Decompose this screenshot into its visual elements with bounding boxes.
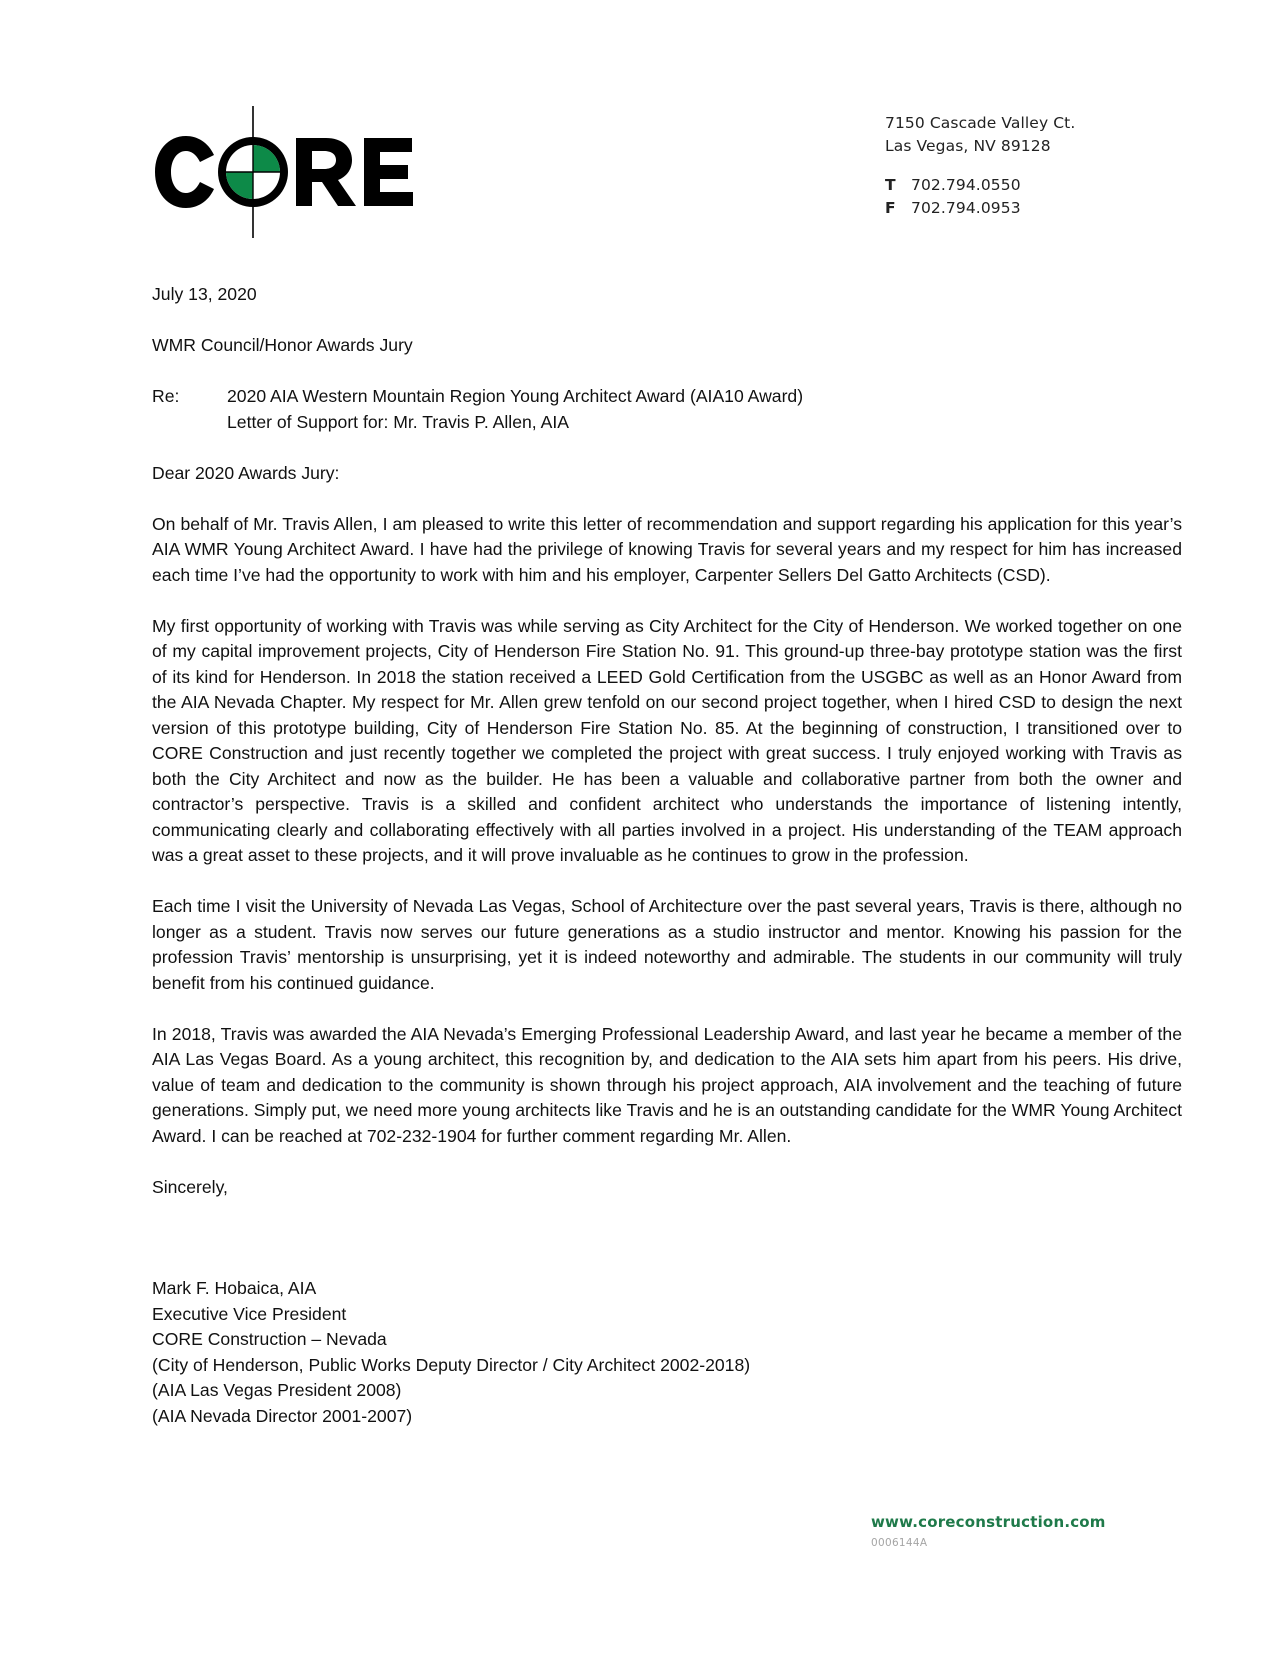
signer-credential-3: (AIA Nevada Director 2001-2007) (152, 1405, 413, 1426)
subject-line (152, 384, 1182, 435)
phone-label: T (885, 176, 896, 194)
fax-number: 702.794.0953 (911, 199, 1021, 217)
signer-credential-2: (AIA Las Vegas President 2008) (152, 1380, 402, 1400)
address-street: 7150 Cascade Valley Ct. (885, 114, 1076, 132)
letter-recipient: WMR Council/Honor Awards Jury (152, 335, 413, 355)
signer-credential-1: (City of Henderson, Public Works Deputy Director / City Architect 2002-2018) (152, 1354, 751, 1375)
signature-block (152, 1276, 1182, 1429)
closing: Sincerely, (152, 1176, 228, 1197)
subject-label: Re: (152, 386, 180, 406)
paragraph-3: Each time I visit the University of Nevada Las Vegas, School of Architecture over the past several years, Travis is there, although no longer as a student. Travis now serves our future generations as a studio instructor and mentor. Knowing his passion for the profession Travis’ mentorship is unsurprising, yet it is indeed noteworthy and admirable. The students in our community will truly benefit from his continued guidance. (152, 896, 1182, 993)
subject-text (227, 384, 803, 435)
signer-title: Executive Vice President (152, 1303, 347, 1324)
core-logo-icon (150, 106, 432, 238)
letter-body (152, 282, 1182, 1429)
paragraph-4: In 2018, Travis was awarded the AIA Nevada’s Emerging Professional Leadership Award, and last year he became a member of the AIA Las Vegas Board. As a young architect, this recognition by, and dedication to the AIA sets him apart from his peers. His drive, value of team and dedication to the community is shown through his project approach, AIA involvement and the teaching of future generations. Simply put, we need more young architects like Travis and he is an outstanding candidate for the WMR Young Architect Award. I can be reached at 702-232-1904 for further comment regarding Mr. Allen. (152, 1023, 1182, 1146)
fax-label: F (885, 199, 896, 217)
address-city: Las Vegas, NV 89128 (885, 137, 1051, 155)
subject-line-2: Letter of Support for: Mr. Travis P. Allen, AIA (227, 411, 569, 432)
fax-line (885, 197, 1075, 220)
paragraph-2: My first opportunity of working with Travis was while serving as City Architect for the City of Henderson. We worked together on one of my capital improvement projects, City of Henderson Fire Station No. 91. This ground-up three-bay prototype station was the first of its kind for Henderson. In 2018 the station received a LEED Gold Certification from the USGBC as well as an Honor Award from the AIA Nevada Chapter. My respect for Mr. Allen grew tenfold on our second project together, when I hired CSD to design the next version of this prototype building, City of Henderson Fire Station No. 85. At the beginning of construction, I transitioned over to CORE Construction and just recently together we completed the project with great success. I truly enjoyed working with Travis as both the City Architect and now as the builder. He has been a valuable and collaborative partner from both the owner and contractor’s perspective. Travis is a skilled and confident architect who understands the importance of listening intently, communicating clearly and collaborating effectively with all parties involved in a project. His understanding of the TEAM approach was a great asset to these projects, and it will prove invaluable as he continues to grow in the profession. (152, 615, 1182, 865)
phone-number: 702.794.0550 (911, 176, 1021, 194)
paragraph-1: On behalf of Mr. Travis Allen, I am pleased to write this letter of recommendation and support regarding his application for this year’s AIA WMR Young Architect Award. I have had the privilege of knowing Travis for several years and my respect for him has increased each time I’ve had the opportunity to work with him and his employer, Carpenter Sellers Del Gatto Architects (CSD). (152, 513, 1182, 585)
letter-date: July 13, 2020 (152, 284, 257, 304)
footer-form-code: 0006144A (871, 1537, 928, 1549)
phone-line (885, 174, 1075, 197)
salutation: Dear 2020 Awards Jury: (152, 462, 340, 483)
letterhead-address (885, 112, 1075, 220)
signer-company: CORE Construction – Nevada (152, 1329, 387, 1349)
subject-line-1: 2020 AIA Western Mountain Region Young Architect Award (AIA10 Award) (227, 386, 804, 406)
footer-website-link[interactable]: www.coreconstruction.com (871, 1513, 1106, 1531)
signer-name: Mark F. Hobaica, AIA (152, 1278, 317, 1298)
